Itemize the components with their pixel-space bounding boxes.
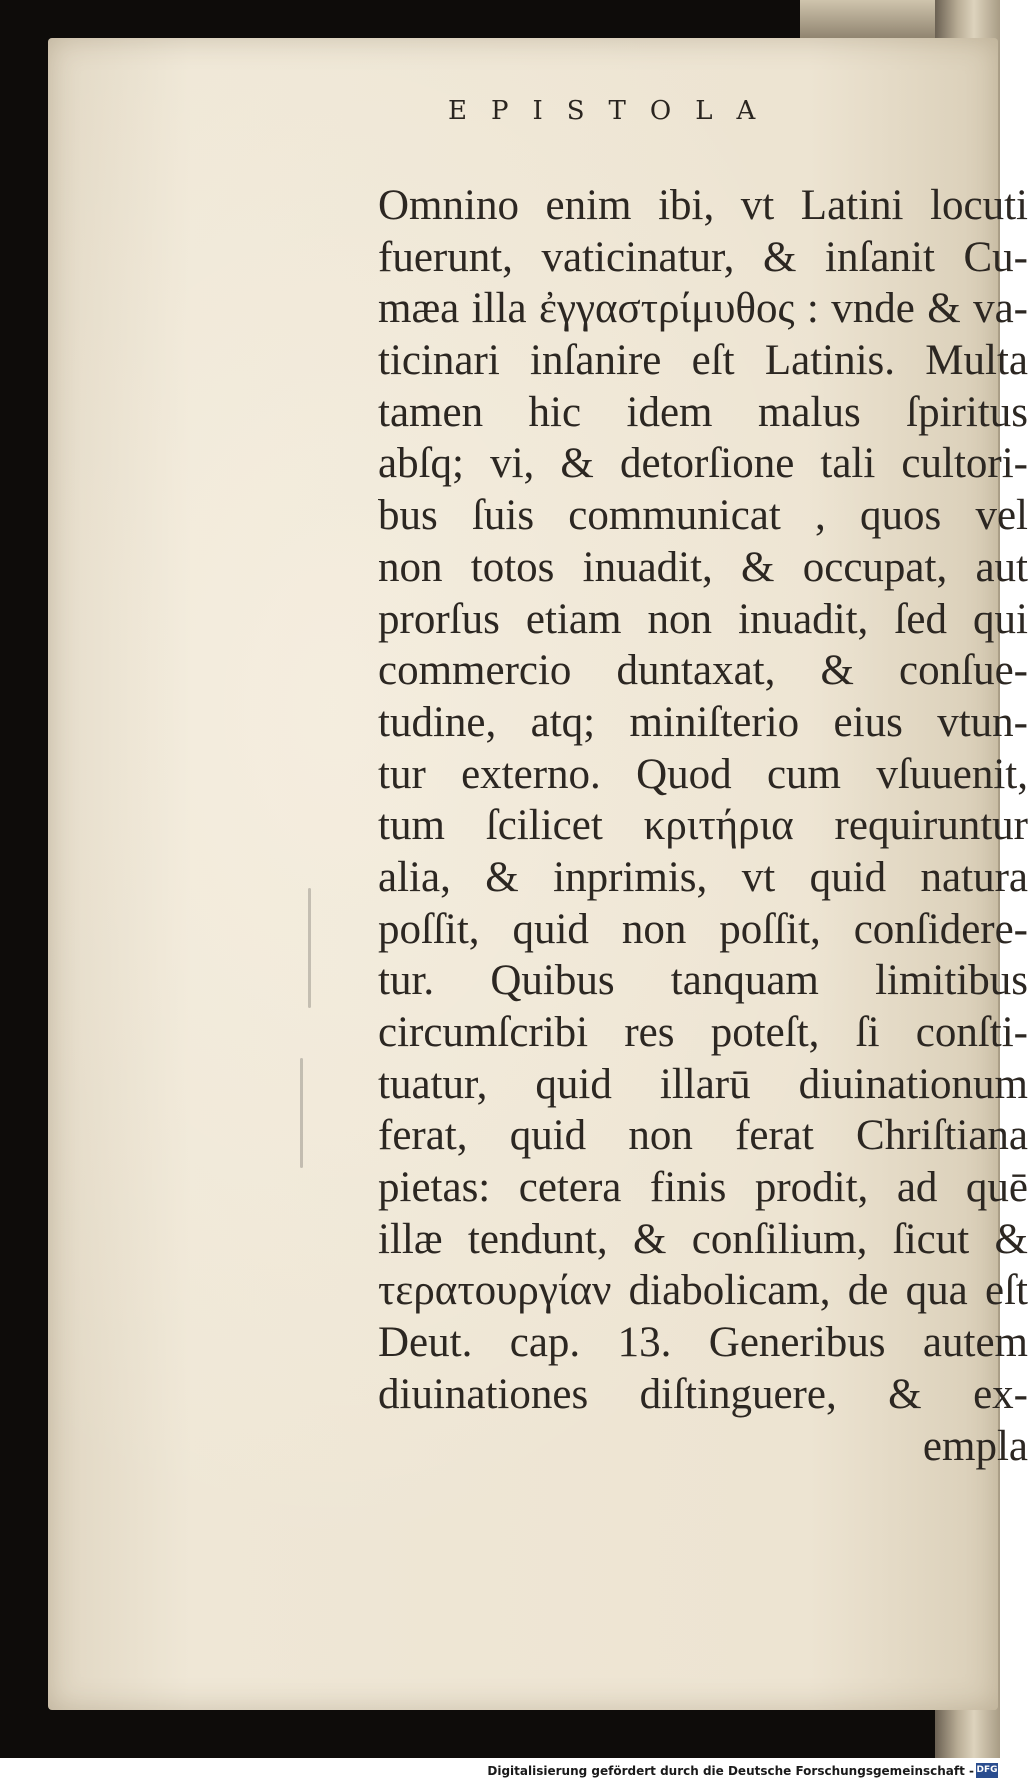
- text-line: non totos inuadit, & occupat, aut: [378, 543, 1028, 591]
- footer-bar: [0, 1758, 1000, 1788]
- text-line: τερατουργίαν diabolicam, de qua eſt: [378, 1267, 1028, 1315]
- text-line: tamen hic idem malus ſpiritus: [378, 388, 1028, 436]
- text-line: pietas: cetera finis prodit, ad quē: [378, 1164, 1028, 1212]
- book-page: [48, 38, 1028, 1710]
- text-line: tum ſcilicet κριτήρια requiruntur: [378, 802, 1028, 850]
- text-line: empla: [922, 1422, 1028, 1470]
- text-line: ferat, quid non ferat Chriſtiana: [378, 1112, 1028, 1160]
- text-line: poſſit, quid non poſſit, conſidere-: [378, 905, 1028, 953]
- footer-credit: Digitalisierung gefördert durch die Deutsche Forschungsgemeinschaft -: [487, 1764, 974, 1778]
- text-line: diuinationes diſtinguere, & ex-: [378, 1370, 1028, 1418]
- text-line: Omnino enim ibi, vt Latini locuti: [378, 182, 1028, 229]
- text-line: tudine, atq; miniſterio eius vtun-: [378, 698, 1028, 746]
- text-line: tur. Quibus tanquam limitibus: [378, 957, 1028, 1005]
- text-line: prorſus etiam non inuadit, ſed qui: [378, 595, 1028, 643]
- text-line: tur externo. Quod cum vſuuenit,: [378, 750, 1028, 798]
- text-line: tuatur, quid illarū diuinationum: [378, 1060, 1028, 1108]
- text-line: ticinari inſanire eſt Latinis. Multa: [378, 337, 1028, 385]
- text-line: commercio duntaxat, & conſue-: [378, 647, 1028, 695]
- text-line: mæa illa ἐγγαστρίμυθος : vnde & va-: [378, 285, 1028, 333]
- running-head: EPISTOLA: [448, 96, 780, 126]
- body-text: [378, 180, 1028, 1472]
- pencil-margin-mark: [300, 1058, 303, 1168]
- text-line: abſq; vi, & detorſione tali cultori-: [378, 440, 1028, 488]
- text-line: illæ tendunt, & conſilium, ſicut &: [378, 1215, 1028, 1263]
- dfg-logo: DFG: [976, 1763, 998, 1778]
- text-line: alia, & inprimis, vt quid natura: [378, 853, 1028, 901]
- pencil-margin-mark: [308, 888, 311, 1008]
- text-line: bus ſuis communicat , quos vel: [378, 492, 1028, 540]
- text-line: fuerunt, vaticinatur, & inſanit Cu-: [378, 233, 1028, 281]
- text-line: Deut. cap. 13. Generibus autem: [378, 1319, 1028, 1367]
- text-line: circumſcribi res poteſt, ſi conſti-: [378, 1009, 1028, 1056]
